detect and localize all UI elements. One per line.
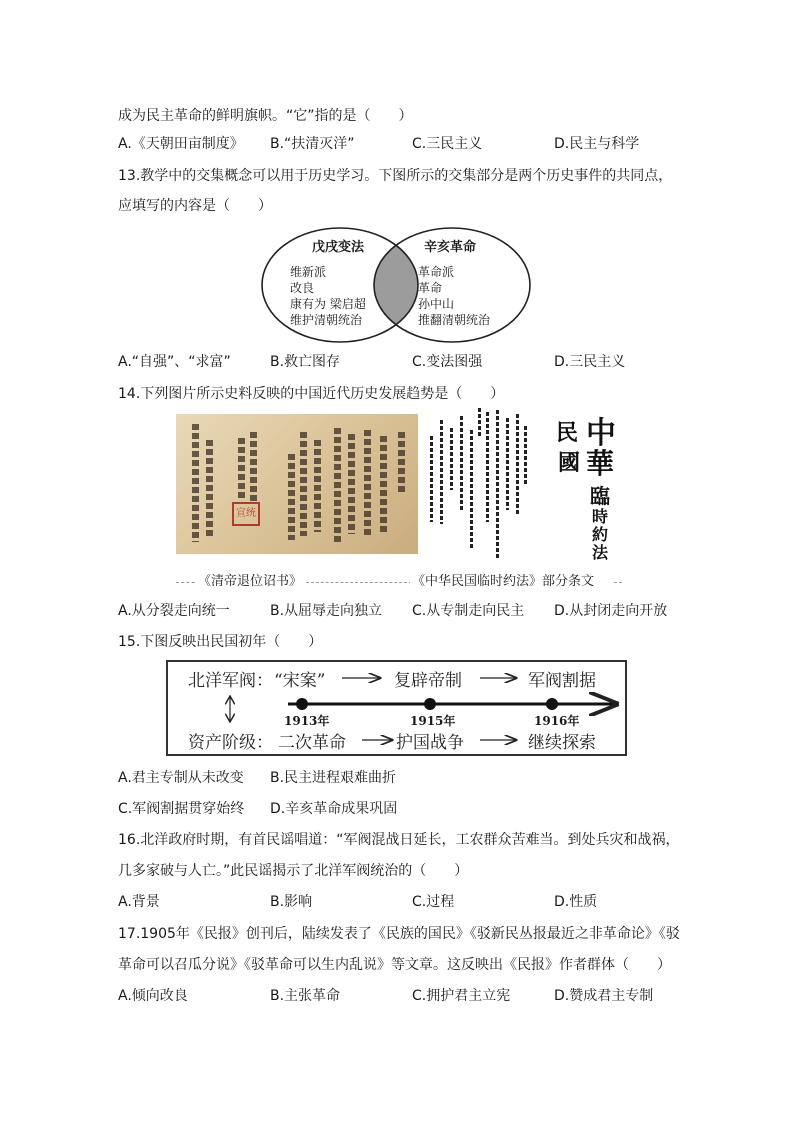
q16-options <box>118 892 718 912</box>
timeline-bottom-label: 资产阶级： <box>188 733 273 753</box>
q12-stem: 成为民主革命的鲜明旗帜。“它”指的是（ ） <box>118 108 413 124</box>
q15-stem: 15.下图反映出民国初年（ ） <box>118 634 323 650</box>
q15-option-b[interactable]: B.民主进程艰难曲折 <box>270 770 397 786</box>
q16-option-d[interactable]: D.性质 <box>554 894 598 910</box>
q12-option-c[interactable]: C.三民主义 <box>412 136 483 152</box>
q12-option-b[interactable]: B.“扶清灭洋” <box>270 136 355 152</box>
venn-right-item: 革命派 <box>418 265 455 279</box>
venn-left-item: 维护清朝统治 <box>290 313 363 327</box>
q17-option-b[interactable]: B.主张革命 <box>270 988 341 1004</box>
caption-constitution: 《中华民国临时约法》部分条文 <box>410 570 596 589</box>
q12-option-d[interactable]: D.民主与科学 <box>554 136 640 152</box>
q13-options <box>118 352 718 372</box>
q14-options <box>118 601 718 621</box>
timeline-year: 1915年 <box>410 714 456 728</box>
q17-option-c[interactable]: C.拥护君主立宪 <box>412 988 511 1004</box>
q17-option-a[interactable]: A.倾向改良 <box>118 988 188 1004</box>
q14-option-c[interactable]: C.从专制走向民主 <box>412 603 525 619</box>
timeline-bottom-event: 二次革命 <box>278 733 346 753</box>
q13-stem-line2: 应填写的内容是（ ） <box>118 198 272 214</box>
q13-option-b[interactable]: B.救亡图存 <box>270 354 341 370</box>
q14-stem: 14.下列图片所示史料反映的中国近代历史发展趋势是（ ） <box>118 386 505 402</box>
provisional-constitution-title-image <box>552 408 622 562</box>
q13-option-a[interactable]: A.“自强”、“求富” <box>118 354 231 370</box>
venn-left-title: 戊戌变法 <box>312 240 365 255</box>
abdication-edict-image <box>176 414 418 554</box>
caption-dash-line <box>306 582 412 584</box>
title-char: 臨 <box>590 484 610 508</box>
venn-diagram <box>260 226 532 344</box>
provisional-constitution-text-image <box>422 406 530 566</box>
q12-options <box>118 134 718 154</box>
q14-option-a[interactable]: A.从分裂走向统一 <box>118 603 230 619</box>
q14-option-d[interactable]: D.从封闭走向开放 <box>554 603 668 619</box>
title-char: 約 <box>592 525 609 544</box>
caption-abdication: 《清帝退位诏书》 <box>196 570 304 589</box>
q15-option-c[interactable]: C.军阀割据贯穿始终 <box>118 801 245 817</box>
venn-left-item: 改良 <box>290 281 315 295</box>
timeline-year: 1913年 <box>284 714 330 728</box>
timeline-top-event: “宋案” <box>274 671 326 691</box>
q16-option-b[interactable]: B.影响 <box>270 894 313 910</box>
venn-left-item: 维新派 <box>290 265 327 279</box>
q16-stem-line2: 几多家破与人亡。”此民谣揭示了北洋军阀统治的（ ） <box>118 863 469 879</box>
title-char: 華 <box>586 447 615 480</box>
q15-options-row1 <box>118 768 718 788</box>
q15-option-d[interactable]: D.辛亥革命成果巩固 <box>270 801 398 817</box>
q15-option-a[interactable]: A.君主专制从未改变 <box>118 770 244 786</box>
venn-right-title: 辛亥革命 <box>424 240 477 255</box>
title-char: 民 <box>556 420 579 446</box>
q16-stem-line1: 16.北洋政府时期，有首民谣唱道：“军阀混战日延长，工农群众苦难当。到处兵灾和战祸， <box>118 832 680 848</box>
q13-stem-line1: 13.教学中的交集概念可以用于历史学习。下图所示的交集部分是两个历史事件的共同点， <box>118 168 673 184</box>
q17-option-d[interactable]: D.赞成君主专制 <box>554 988 654 1004</box>
timeline-year: 1916年 <box>534 714 580 728</box>
q14-option-b[interactable]: B.从屈辱走向独立 <box>270 603 383 619</box>
title-char: 中 <box>586 416 616 451</box>
q17-stem-line2: 革命可以召瓜分说》《驳革命可以生内乱说》等文章。这反映出《民报》作者群体（ ） <box>118 957 671 973</box>
q15-options-row2 <box>118 799 718 819</box>
timeline-top-label: 北洋军阀： <box>188 671 273 691</box>
title-char: 法 <box>592 543 609 562</box>
title-char: 國 <box>558 450 581 476</box>
venn-left-item: 康有为 梁启超 <box>290 297 366 311</box>
timeline-top-event: 复辟帝制 <box>394 671 462 691</box>
title-char: 時 <box>592 507 609 526</box>
q16-option-a[interactable]: A.背景 <box>118 894 160 910</box>
imperial-seal: 宣统 <box>232 502 260 526</box>
q13-option-c[interactable]: C.变法图强 <box>412 354 483 370</box>
timeline-dot-1913 <box>296 698 308 710</box>
q17-options <box>118 986 718 1006</box>
timeline-dot-1916 <box>546 698 558 710</box>
timeline-bottom-event: 继续探索 <box>528 733 596 753</box>
timeline-diagram <box>166 660 627 756</box>
venn-right-item: 推翻清朝统治 <box>418 313 491 327</box>
q13-option-d[interactable]: D.三民主义 <box>554 354 626 370</box>
venn-right-item: 革命 <box>418 281 443 295</box>
q17-stem-line1: 17.1905年《民报》创刊后，陆续发表了《民族的国民》《驳新民丛报最近之非革命论》《驳 <box>118 926 680 942</box>
venn-right-item: 孙中山 <box>418 297 455 311</box>
timeline-top-event: 军阀割据 <box>528 671 596 691</box>
caption-dash-line <box>614 582 622 584</box>
q16-option-c[interactable]: C.过程 <box>412 894 455 910</box>
q12-option-a[interactable]: A.《天朝田亩制度》 <box>118 136 244 152</box>
timeline-dot-1915 <box>424 698 436 710</box>
timeline-bottom-event: 护国战争 <box>396 733 464 753</box>
